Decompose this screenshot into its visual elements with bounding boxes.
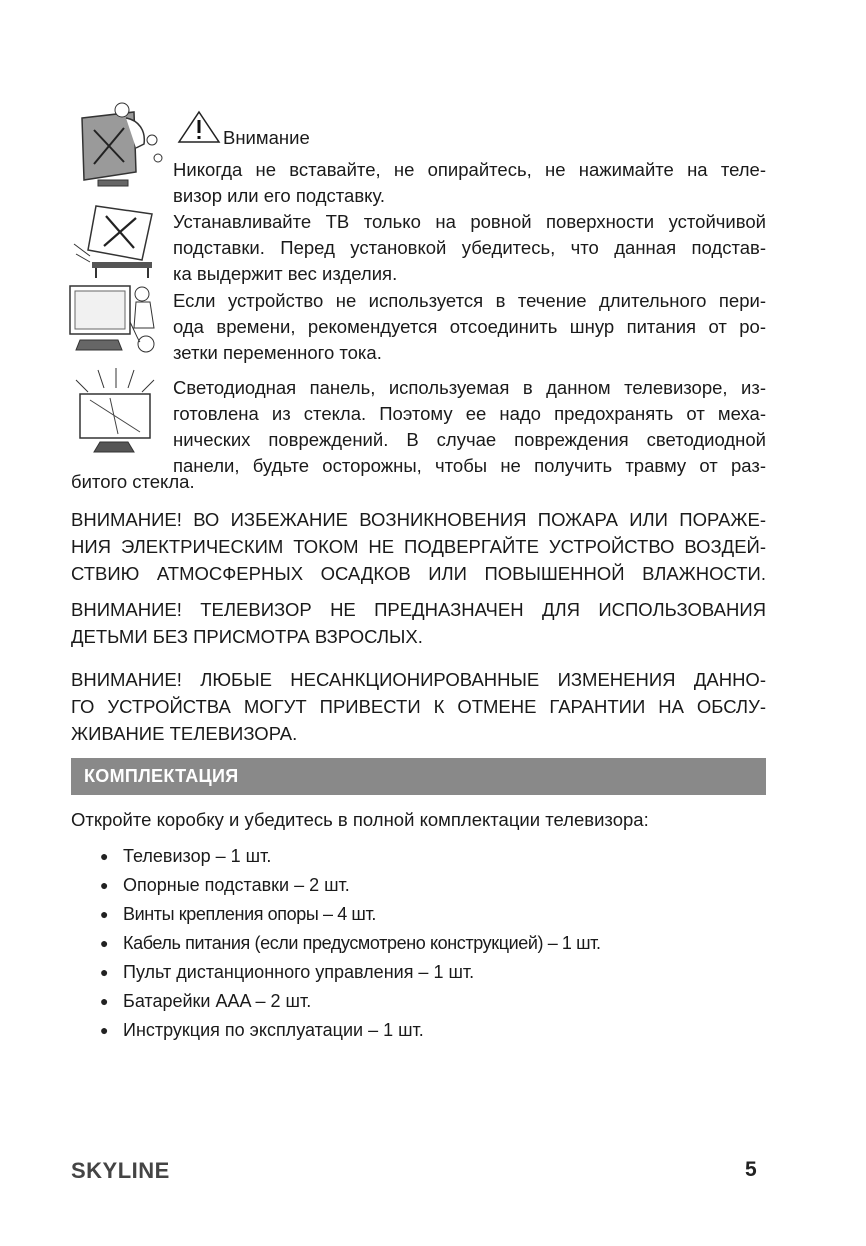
caps-warning-2: [71, 596, 766, 650]
bullet-icon: ●: [100, 993, 109, 1009]
text-line: зетки переменного тока.: [173, 342, 382, 363]
list-item: ● Телевизор – 1 шт.: [100, 842, 601, 871]
text-line: нических повреждений. В случае повреждения светодиодной: [173, 429, 766, 450]
text-line: Светодиодная панель, используемая в данном телевизоре, из-: [173, 377, 766, 398]
text-line: ГО УСТРОЙСТВА МОГУТ ПРИВЕСТИ К ОТМЕНЕ ГАРАНТИИ НА ОБСЛУ-: [71, 696, 766, 717]
unplug-power-icon: [66, 278, 166, 360]
text-line: Если устройство не используется в течение длительного пери-: [173, 290, 766, 311]
package-intro: Откройте коробку и убедитесь в полной комплектации телевизора:: [71, 809, 649, 830]
bullet-icon: ●: [100, 1022, 109, 1038]
tv-unstable-stand-icon: [72, 200, 162, 282]
text-line: визор или его подставку.: [173, 185, 385, 206]
text-line: панели, будьте осторожны, чтобы не получить травму от раз-: [173, 455, 766, 476]
bullet-icon: ●: [100, 906, 109, 922]
caution-block-4: [173, 375, 766, 479]
list-item: ● Инструкция по эксплуатации – 1 шт.: [100, 1016, 601, 1045]
text-line: ВНИМАНИЕ! ТЕЛЕВИЗОР НЕ ПРЕДНАЗНАЧЕН ДЛЯ ИСПОЛЬЗОВАНИЯ: [71, 599, 766, 620]
list-item: ● Батарейки AAA – 2 шт.: [100, 987, 601, 1016]
caution-block-4-tail: битого стекла.: [71, 471, 195, 492]
caps-warning-1: [71, 506, 766, 587]
caution-block-2: [173, 209, 766, 287]
text-line: СТВИЮ АТМОСФЕРНЫХ ОСАДКОВ ИЛИ ПОВЫШЕННОЙ ВЛАЖНОСТИ.: [71, 563, 766, 584]
bullet-icon: ●: [100, 877, 109, 893]
text-line: ка выдержит вес изделия.: [173, 263, 398, 284]
text-line: ЖИВАНИЕ ТЕЛЕВИЗОРА.: [71, 723, 298, 744]
warning-heading: Внимание: [223, 127, 310, 148]
tv-lean-illustration-icon: [74, 100, 169, 192]
bullet-icon: ●: [100, 935, 109, 951]
text-line: подставки. Перед установкой убедитесь, что данная подстав-: [173, 237, 766, 258]
broken-glass-panel-icon: [70, 368, 162, 458]
text-line: ВНИМАНИЕ! ЛЮБЫЕ НЕСАНКЦИОНИРОВАННЫЕ ИЗМЕНЕНИЯ ДАННО-: [71, 669, 766, 690]
caution-block-3: [173, 288, 766, 366]
section-header: КОМПЛЕКТАЦИЯ: [71, 758, 766, 795]
caps-warning-3: [71, 666, 766, 747]
text-line: ода времени, рекомендуется отсоединить шнур питания от ро-: [173, 316, 766, 337]
text-line: НИЯ ЭЛЕКТРИЧЕСКИМ ТОКОМ НЕ ПОДВЕРГАЙТЕ УСТРОЙСТВО ВОЗДЕЙ-: [71, 536, 766, 557]
caution-block-1: [173, 157, 766, 209]
brand-logo: SKYLINE: [71, 1158, 170, 1183]
list-item: ● Пульт дистанционного управления – 1 шт.: [100, 958, 601, 987]
text-line: ДЕТЬМИ БЕЗ ПРИСМОТРА ВЗРОСЛЫХ.: [71, 626, 423, 647]
list-item: ● Кабель питания (если предусмотрено конструкцией) – 1 шт.: [100, 929, 601, 958]
bullet-icon: ●: [100, 964, 109, 980]
text-line: готовлена из стекла. Поэтому ее надо предохранять от меха-: [173, 403, 766, 424]
package-contents-list: [100, 842, 601, 1045]
bullet-icon: ●: [100, 848, 109, 864]
text-line: ВНИМАНИЕ! ВО ИЗБЕЖАНИЕ ВОЗНИКНОВЕНИЯ ПОЖАРА ИЛИ ПОРАЖЕ-: [71, 509, 766, 530]
list-item: ● Опорные подставки – 2 шт.: [100, 871, 601, 900]
page-number: 5: [745, 1158, 757, 1181]
text-line: Устанавливайте ТВ только на ровной поверхности устойчивой: [173, 211, 766, 232]
text-line: Никогда не вставайте, не опирайтесь, не нажимайте на теле-: [173, 159, 766, 180]
warning-triangle-icon: [177, 110, 221, 144]
list-item: ● Винты крепления опоры – 4 шт.: [100, 900, 601, 929]
